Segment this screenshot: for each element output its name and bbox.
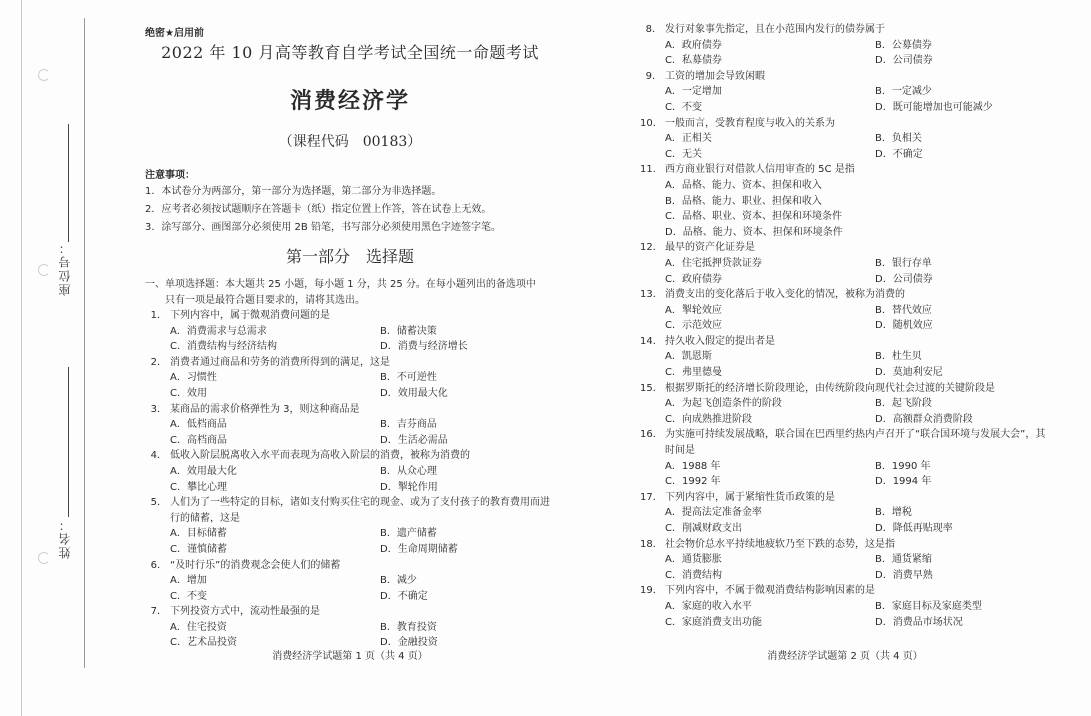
answer-option: C．谨慎储蓄 [170,543,227,555]
answer-option: B．增税 [875,507,912,519]
answer-option: B．品格、能力、职业、担保和收入 [665,195,822,207]
question-number: 6． [150,559,167,571]
answer-option: C．弗里德曼 [665,367,722,379]
question-text: 某商品的需求价格弹性为 3，则这种商品是 [170,403,360,415]
question-item [640,162,1050,240]
binding-cut-line [84,18,85,668]
answer-option: C．削减财政支出 [665,523,742,534]
note-item: 1．本试卷分为两部分，第一部分为选择题，第二部分为非选择题。 [145,186,442,197]
question-item [640,537,1050,584]
question-item [640,427,1050,489]
question-stem [145,402,555,418]
question-item [145,308,555,355]
question-text: 发行对象事先指定，且在小范围内发行的债券属于 [665,24,885,35]
answer-option: A．住宅投资 [170,621,227,633]
section-instructions-line2: 只有一项是最符合题目要求的，请将其选出。 [165,294,365,306]
question-stem [640,381,1050,397]
answer-option: D．消费与经济增长 [380,341,468,353]
answer-option: C．消费结构与经济结构 [170,341,277,353]
answer-option: A．1988 年 [665,460,721,472]
question-item [640,116,1050,163]
answer-option: D．生命周期储蓄 [380,543,458,555]
binding-edge-line [21,0,22,716]
question-item [640,287,1050,334]
question-number: 17． [640,491,663,503]
answer-options [640,396,1050,427]
question-stem [145,604,555,620]
answer-option: B．公募债券 [875,39,932,51]
answer-option: C．家庭消费支出功能 [665,616,762,628]
answer-option: A．增加 [170,575,207,587]
answer-option: A．通货膨胀 [665,554,722,566]
answer-options [145,573,555,604]
answer-option: D．不确定 [875,148,923,160]
answer-option: B．不可逆性 [380,372,437,384]
question-stem [640,116,1050,132]
answer-options [640,505,1050,536]
answer-option: B．减少 [380,575,417,587]
question-text: 为实施可持续发展战略，联合国在巴西里约热内卢召开了“联合国环境与发展大会”，其时间是 [665,429,1046,457]
answer-option: B．储蓄决策 [380,325,437,337]
question-item [145,604,555,651]
question-text: 工资的增加会导致闲暇 [665,70,765,82]
answer-options [640,552,1050,583]
question-text: “及时行乐”的消费观念会使人们的储蓄 [170,559,341,571]
question-text: 最早的资产化证券是 [665,242,755,254]
question-item [640,334,1050,381]
question-stem [640,583,1050,599]
part-title: 第一部分 选择题 [285,247,414,266]
question-text: 下列投资方式中，流动性最强的是 [170,606,320,618]
answer-option: A．凯恩斯 [665,351,712,363]
answer-option: D．公司债券 [875,55,933,67]
answer-option: D．降低再贴现率 [875,523,953,534]
answer-option: C．1992 年 [665,476,721,488]
question-text: 西方商业银行对借款人信用审查的 5C 是指 [665,164,855,176]
answer-option: C．效用 [170,387,207,399]
note-item: 3．涂写部分、画图部分必须使用 2B 铅笔，书写部分必须使用黑色字迹签字笔。 [145,222,501,233]
question-stem [640,287,1050,303]
question-item [640,69,1050,116]
question-number: 15． [640,382,663,394]
answer-option: A．政府债券 [665,39,722,51]
answer-option: A．目标储蓄 [170,528,227,540]
answer-option: B．替代效应 [875,304,932,316]
question-stem [640,22,1050,38]
answer-option: C．无关 [665,148,702,160]
answer-option: A．低档商品 [170,419,227,431]
answer-options [640,178,1050,240]
question-stem [640,537,1050,553]
question-number: 4． [150,450,167,462]
answer-option: B．一定减少 [875,86,932,98]
question-list [145,308,555,651]
question-text: 下列内容中，属于紧缩性货币政策的是 [665,491,835,503]
question-item [145,402,555,449]
answer-option: C．攀比心理 [170,481,227,493]
question-item [640,583,1050,630]
question-number: 11． [640,164,663,176]
answer-options [640,131,1050,162]
answer-option: B．杜生贝 [875,351,922,363]
question-item [145,558,555,605]
question-stem [145,558,555,574]
punch-hole [38,264,50,276]
notes-title: 注意事项： [145,170,195,181]
answer-option: C．不变 [665,101,702,113]
answer-options [640,256,1050,287]
question-number: 8． [645,24,662,35]
question-text: 消费支出的变化落后于收入变化的情况，被称为消费的 [665,289,905,301]
answer-option: D．不确定 [380,590,428,602]
answer-option: B．银行存单 [875,257,932,269]
note-item: 2．应考者必须按试题顺序在答题卡（纸）指定位置上作答，答在试卷上无效。 [145,204,492,215]
answer-option: B．负相关 [875,133,922,145]
answer-option: C．消费结构 [665,569,722,581]
answer-options [640,599,1050,630]
question-number: 19． [640,585,663,597]
answer-options [640,459,1050,490]
question-stem [145,308,555,324]
seat-number-blank[interactable] [68,124,69,242]
answer-options [145,370,555,401]
question-text: 消费者通过商品和劳务的消费所得到的满足，这是 [170,356,390,368]
question-stem [640,162,1050,178]
answer-options [640,303,1050,334]
answer-option: A．效用最大化 [170,465,237,477]
question-number: 18． [640,538,663,550]
question-number: 10． [640,117,663,129]
answer-option: D．消费早熟 [875,569,933,581]
answer-option: A．一定增加 [665,86,722,98]
section-instructions [145,277,550,308]
answer-option: A．习惯性 [170,372,217,384]
answer-option: D．莫迪利安尼 [875,367,943,379]
question-stem [640,240,1050,256]
question-stem [640,334,1050,350]
question-stem [145,448,555,464]
question-number: 3． [150,403,167,415]
answer-option: D．生活必需品 [380,434,448,446]
question-item [640,381,1050,428]
question-number: 16． [640,429,663,441]
answer-option: D．金融投资 [380,637,438,649]
punch-hole [38,552,50,564]
question-stem [145,355,555,371]
question-text: 下列内容中，属于微观消费问题的是 [170,310,330,321]
answer-option: B．教育投资 [380,621,437,633]
question-text: 一般而言，受教育程度与收入的关系为 [665,117,835,129]
question-item [145,448,555,495]
answer-options [640,84,1050,115]
question-text: 社会物价总水平持续地疲软乃至下跌的态势，这是指 [665,538,895,550]
answer-option: C．高档商品 [170,434,227,446]
question-number: 9． [645,70,662,82]
exam-title: 2022 年 10 月高等教育自学考试全国统一命题考试 [161,43,539,62]
answer-options [640,349,1050,380]
answer-options [145,324,555,355]
answer-option: C．品格、职业、资本、担保和环境条件 [665,211,842,223]
answer-options [640,38,1050,69]
answer-option: D．消费品市场状况 [875,616,963,628]
question-stem [640,490,1050,506]
answer-option: C．政府债券 [665,273,722,285]
answer-option: B．从众心理 [380,465,437,477]
answer-option: D．既可能增加也可能减少 [875,101,993,113]
answer-option: A．消费需求与总需求 [170,325,267,337]
answer-option: A．住宅抵押贷款证券 [665,257,762,269]
question-text: 人们为了一些特定的目标，诸如支付购买住宅的现金、或为了支付孩子的教育费用而进行的储蓄，这是 [170,497,550,524]
answer-option: D．掣轮作用 [380,481,438,493]
answer-option: B．起飞阶段 [875,398,932,410]
answer-options [145,417,555,448]
answer-option: C．艺术品投资 [170,637,237,649]
question-item [640,490,1050,537]
answer-option: A．为起飞创造条件的阶段 [665,398,782,410]
question-text: 下列内容中，不属于微观消费结构影响因素的是 [665,585,875,597]
name-label: 姓名： [58,517,72,559]
answer-option: B．通货紧缩 [875,554,932,566]
question-item [640,22,1050,69]
notes-list [145,183,501,237]
answer-option: C．示范效应 [665,320,722,332]
question-number: 12． [640,242,663,254]
name-blank[interactable] [68,367,69,517]
answer-option: A．品格、能力、资本、担保和收入 [665,179,822,191]
question-number: 2． [150,356,167,368]
question-list [640,22,1050,630]
answer-option: D．1994 年 [875,476,932,488]
question-stem [640,427,1050,458]
answer-option: B．遗产储蓄 [380,528,437,540]
question-number: 14． [640,335,663,347]
answer-option: C．向成熟推进阶段 [665,413,752,425]
answer-option: D．品格、能力、资本、担保和环境条件 [665,226,843,238]
question-item [145,355,555,402]
question-number: 5． [150,497,167,509]
question-text: 根据罗斯托的经济增长阶段理论，由传统阶段向现代社会过渡的关键阶段是 [665,382,995,394]
question-number: 13． [640,289,663,301]
punch-hole [38,69,50,81]
question-item [145,495,555,557]
question-text: 低收入阶层脱离收入水平而表现为高收入阶层的消费，被称为消费的 [170,450,470,462]
answer-option: C．不变 [170,590,207,602]
question-stem [145,495,555,526]
seat-number-label: 座位号： [58,240,72,296]
answer-option: D．高额群众消费阶段 [875,413,973,425]
answer-option: B．吉芬商品 [380,419,437,431]
question-item [640,240,1050,287]
answer-options [145,464,555,495]
question-number: 1． [150,310,167,321]
section-instructions-line1: 一、单项选择题：本大题共 25 小题，每小题 1 分，共 25 分。在每小题列出的备选项中 [145,279,536,290]
answer-option: D．效用最大化 [380,387,448,399]
subject-title: 消费经济学 [289,89,410,114]
course-code: （课程代码 00183） [278,134,422,150]
answer-option: A．家庭的收入水平 [665,600,752,612]
answer-options [145,526,555,557]
answer-option: B．1990 年 [875,460,931,472]
answer-option: D．公司债券 [875,273,933,285]
answer-option: D．随机效应 [875,320,933,332]
answer-option: A．提高法定准备金率 [665,507,762,519]
answer-option: B．家庭目标及家庭类型 [875,600,982,612]
answer-option: C．私募债券 [665,55,722,67]
answer-option: A．掣轮效应 [665,304,722,316]
page-footer: 消费经济学试题第 2 页（共 4 页） [767,651,923,662]
question-stem [640,69,1050,85]
question-number: 7． [150,606,167,618]
page-footer: 消费经济学试题第 1 页（共 4 页） [272,651,428,662]
question-text: 持久收入假定的提出者是 [665,335,775,347]
answer-option: A．正相关 [665,133,712,145]
secret-mark: 绝密★启用前 [145,28,204,39]
